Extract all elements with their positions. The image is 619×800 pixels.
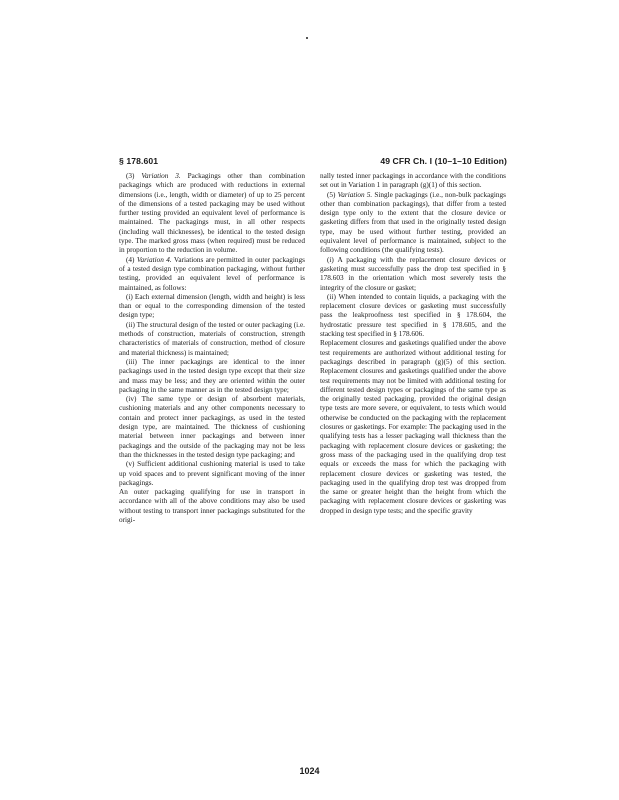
page-number: 1024 (299, 766, 320, 776)
condition-ii-right: (ii) When intended to contain liquids, a packaging with the replacement closure devices or gasketing must successfully pass the leakproofness test specified in § 178.604, the hydrostatic pressure test specified in § 178.605, and the stacking test specified in § 178.606. (320, 292, 506, 339)
variation-4-paragraph: (4) Variation 4. Variations are permitted in outer packagings of a tested design type combination packaging, without further testing, provided an equivalent level of performance is maintained, as follows: (119, 255, 305, 292)
condition-i: (i) Each external dimension (length, width and height) is less than or equal to the corresponding dimension of the tested design type; (119, 292, 305, 320)
condition-i-right: (i) A packaging with the replacement closure devices or gasketing must successfully pass the drop test specified in § 178.603 in the orientation which most severely tests the integrity of the closure or gasket; (320, 255, 506, 292)
continuation-paragraph: nally tested inner packagings in accordance with the conditions set out in Variation 1 in paragraph (g)(1) of this section. (320, 172, 506, 190)
section-number: § 178.601 (119, 156, 159, 166)
closing-paragraph: An outer packaging qualifying for use in transport in accordance with all of the above conditions may also be used without testing to transport inner packagings substituted for the origi- (119, 488, 305, 524)
condition-ii: (ii) The structural design of the tested or outer packaging (i.e. methods of construction, materials of construction, strength characteristics of materials of construction, method of closure and material thickness) is maintained; (119, 320, 305, 357)
running-title: 49 CFR Ch. I (10–1–10 Edition) (380, 156, 507, 166)
variation-5-paragraph: (5) Variation 5. Single packagings (i.e., non-bulk packagings other than combination packagings), that differ from a tested design type only to the extent that the closure device or gasketing differs from that used in the originally tested design type, may be used without further testing, provided an equivalent level of performance is maintained, subject to the following conditions (the qualifying tests). (320, 190, 507, 255)
condition-iii: (iii) The inner packagings are identical to the inner packagings used in the tested design type except that their size and mass may be less; and they are oriented within the outer packaging in the same manner as in the tested design type; (119, 357, 305, 394)
condition-v: (v) Sufficient additional cushioning material is used to take up void spaces and to prevent significant moving of the inner packagings. (119, 460, 305, 487)
left-column (119, 172, 305, 525)
right-column (320, 172, 506, 516)
condition-iv: (iv) The same type or design of absorbent materials, cushioning materials and any other components necessary to contain and protect inner packagings, as used in the tested design type, are maintained. The thickness of cushioning material between inner packagings and between inner packagings and the outside of the packaging may not be less than the thicknesses in the tested design type packaging; and (119, 395, 305, 459)
scan-speck (306, 37, 308, 39)
replacement-paragraph: Replacement closures and gasketings qualified under the above test requirements are authorized without additional testing for packagings described in paragraph (g)(5) of this section. Replacement closures and gasketings qualified under the above test requirements may not be limited with additional testing for different tested design types or packagings of the same type as the originally tested packaging, provided the original design type tests are more severe, or equivalent, to tests which would otherwise be conducted on the packaging with the replacement closures or gasketings. For example: The packaging used in the qualifying tests has a lesser packaging wall thickness than the packaging with replacement closure devices or gasketing; the gross mass of the packaging used in the qualifying drop test equals or exceeds the mass for which the packaging with replacement closure devices or gasketing was tested, the packaging used in the qualifying drop test was dropped from the same or greater height than the height from which the packaging with replacement closure devices or gasketing was dropped in design type tests; and the specific gravity (320, 339, 506, 515)
variation-3-paragraph: (3) Variation 3. Packagings other than combination packagings which are produced with reductions in external dimensions (i.e., length, width or diameter) of up to 25 percent of the dimensions of a tested packaging may be used without further testing provided an equivalent level of performance is maintained. The packagings must, in all other respects (including wall thicknesses), be identical to the tested design type. The marked gross mass (when required) must be reduced in proportion to the reduction in volume. (119, 172, 305, 255)
